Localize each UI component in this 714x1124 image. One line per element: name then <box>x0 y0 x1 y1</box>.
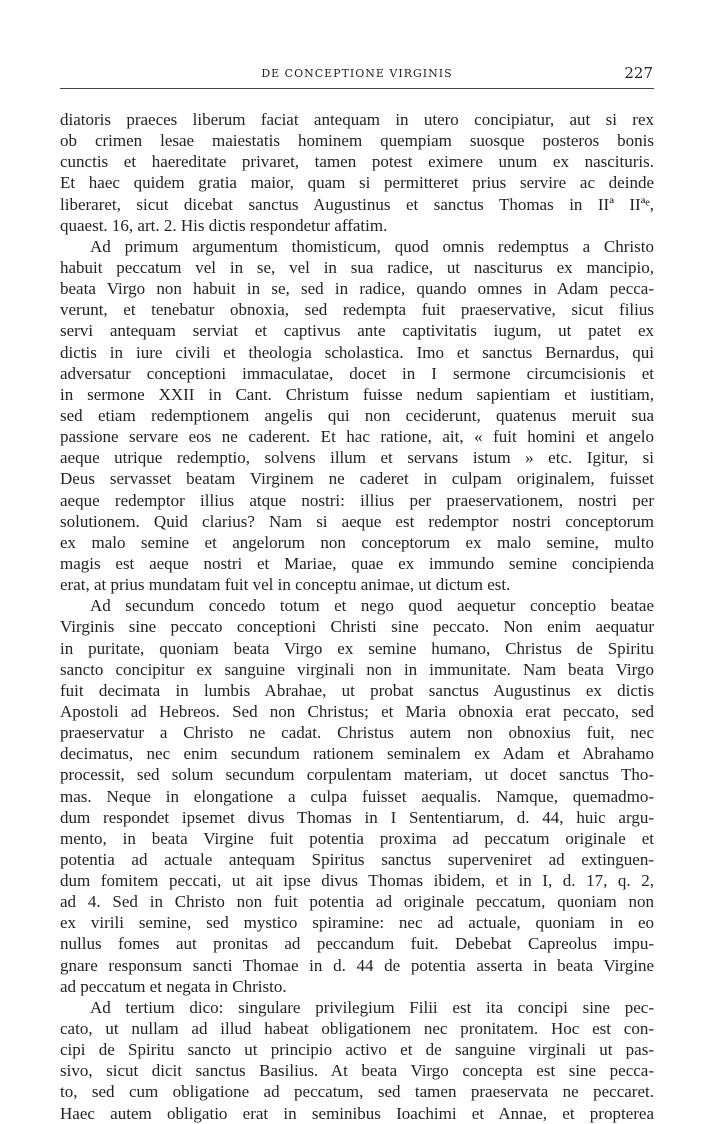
text-line: cunctis et haereditate privaret, tamen potest eximere unum ex nascituris. <box>60 152 654 172</box>
text-line: ad peccatum et negata in Christo. <box>60 976 287 996</box>
text-line: sed etiam redemptionem angelis qui non ceciderunt, quatenus meruit sua <box>60 405 654 425</box>
text-line: mas. Neque in elongatione a culpa fuisset aequalis. Namque, quemadmo- <box>60 786 654 806</box>
running-head <box>60 64 654 89</box>
text-line: sancto concipitur ex sanguine virginali non in immunitate. Nam beata Virgo <box>60 659 654 679</box>
text-line: beata Virgo non habuit in se, sed in radice, quando omnes in Adam pecca- <box>60 279 654 299</box>
text-line: processit, sed solum secundum corpulentam materiam, ut docet sanctus Tho- <box>60 765 654 785</box>
text-line: servi antequam serviat et captivus ante captivitatis iugum, ut patet ex <box>60 321 654 341</box>
text-line: praeservatur a Christo ne cadat. Christus autem non obnoxius fuit, nec <box>60 723 654 743</box>
text-line: fuit decimata in lumbis Abrahae, ut probat sanctus Augustinus ex dictis <box>60 680 654 700</box>
text-line: in puritate, quoniam beata Virgo ex semine humano, Christus de Spiritu <box>60 638 654 658</box>
text-line: decimatus, nec enim secundum rationem seminalem ex Adam et Abrahamo <box>60 744 654 764</box>
text-line: mento, in beata Virgine fuit potentia proxima ad peccatum originale et <box>60 828 654 848</box>
text-line: Haec autem obligatio erat in seminibus Ioachimi et Annae, et propterea <box>60 1103 654 1123</box>
page-number: 227 <box>624 64 653 82</box>
text-line: dum fomitem peccati, ut ait ipse divus Thomas ibidem, et in I, d. 17, q. 2, <box>60 871 654 891</box>
text-line: magis est aeque nostri et Mariae, quae ex immundo semine concipienda <box>60 553 654 573</box>
text-line: passione servare eos ne caderent. Et hac ratione, ait, « fuit homini et angelo <box>60 427 654 447</box>
text-line: cipi de Spiritu sancto ut principio activo et de sanguine virginali ut pas- <box>60 1040 654 1060</box>
text-line: liberaret, sicut dicebat sanctus Augustinus et sanctus Thomas in IIª IIªᵉ, <box>60 194 654 214</box>
text-line: potentia ad actuale antequam Spiritus sanctus superveniret ad extinguen- <box>60 849 654 869</box>
text-line: Apostoli ad Hebreos. Sed non Christus; et Maria obnoxia erat peccato, sed <box>60 701 654 721</box>
text-line: quaest. 16, art. 2. His dictis respondetur affatim. <box>60 215 388 235</box>
text-line: solutionem. Quid clarius? Nam si aeque est redemptor nostri conceptorum <box>60 511 654 531</box>
text-line: to, sed cum obligatione ad peccatum, sed tamen praeservata ne peccaret. <box>60 1082 654 1102</box>
text-line: cato, ut nullam ad illud habeat obligationem nec pronitatem. Hoc est con- <box>60 1019 654 1039</box>
text-line: ad 4. Sed in Christo non fuit potentia ad originale peccatum, quoniam non <box>60 892 654 912</box>
text-line: in sermone XXII in Cant. Christum fuisse nedum sapientiam et iustitiam, <box>60 384 654 404</box>
text-line: nullus fomes aut pronitas ad peccandum fuit. Debebat Capreolus impu- <box>60 934 654 954</box>
text-line: diatoris praeces liberum faciat antequam in utero concipiatur, aut si rex <box>60 110 654 129</box>
text-line: Virginis sine peccato conceptioni Christi sine peccato. Non enim aequatur <box>60 617 654 637</box>
text-line: gnare responsum sancti Thomae in d. 44 de potentia asserta in beata Virgine <box>60 955 654 975</box>
text-line: Et haec quidem gratia maior, quam si permitteret prius servire ac deinde <box>60 173 654 193</box>
text-line: Ad secundum concedo totum et nego quod aequetur conceptio beatae <box>90 596 654 616</box>
body-text <box>60 109 654 1124</box>
text-line: adversatur conceptioni immaculatae, docet in I sermone circumcisionis et <box>60 363 654 383</box>
text-line: dum respondet ipsemet divus Thomas in I Sententiarum, d. 44, huic argu- <box>60 807 654 827</box>
text-line: sivo, sicut dicit sanctus Basilius. At beata Virgo concepta est sine pecca- <box>60 1061 654 1081</box>
text-line: ex virili semine, sed mystico spiramine: nec ad actuale, quoniam in eo <box>60 913 654 933</box>
text-line: aeque utrique redemptio, solvens illum et servans istum » etc. Igitur, si <box>60 448 654 468</box>
running-title: DE CONCEPTIONE VIRGINIS <box>261 67 453 80</box>
text-line: Deus servasset beatam Virginem ne caderet in culpam originalem, fuisset <box>60 469 654 489</box>
text-line: dictis in iure civili et theologia scholastica. Imo et sanctus Bernardus, qui <box>60 342 654 362</box>
text-line: erat, at prius mundatam fuit vel in conceptu animae, ut dictum est. <box>60 575 511 595</box>
text-line: habuit peccatum vel in se, vel in sua radice, ut nasciturus ex mancipio, <box>60 257 654 277</box>
text-line: Ad tertium dico: singulare privilegium Filii est ita concipi sine pec- <box>90 997 654 1017</box>
text-line: Ad primum argumentum thomisticum, quod omnis redemptus a Christo <box>90 236 654 256</box>
text-line: ob crimen lesae maiestatis hominem quempiam suosque posteros bonis <box>60 131 654 151</box>
text-line: aeque redemptor illius atque nostri: illius per praeservationem, nostri per <box>60 490 654 510</box>
text-line: ex malo semine et angelorum non conceptorum ex malo semine, multo <box>60 532 654 552</box>
text-line: verunt, et tenebatur obnoxia, sed redempta fuit praeservative, sicut filius <box>60 300 654 320</box>
